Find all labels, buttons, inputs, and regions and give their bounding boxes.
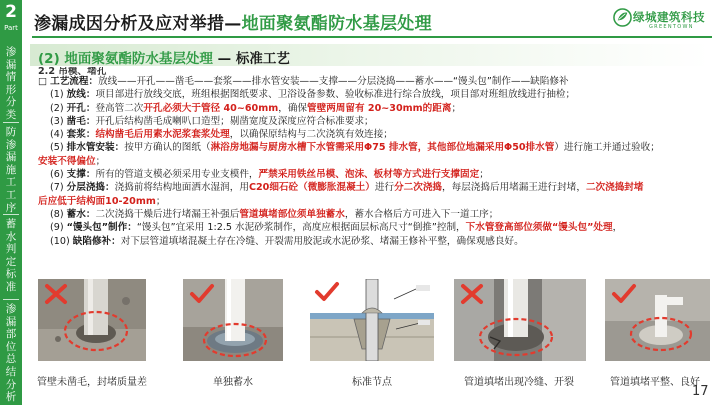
photo-caption: 单独蓄水 — [213, 377, 253, 388]
step-text: ，蓄水合格后方可进入下一道工序； — [344, 208, 499, 220]
title-accent: 地面聚氨酯防水基层处理 — [241, 14, 432, 34]
process-flow-line — [38, 75, 708, 88]
rail-section-procedures: 防渗漏施工工序 — [5, 126, 17, 214]
process-content — [38, 67, 708, 248]
logo-text-cn: 绿城建筑科技 — [633, 10, 705, 24]
photo-standard-node-diagram — [310, 279, 434, 361]
step-highlight: 结构凿毛后用素水泥浆套浆处理 — [95, 129, 230, 141]
step-text: 二次浇捣干燥后进行堵漏王补强后 — [95, 208, 240, 220]
subtitle-dark: — 标准工艺 — [212, 51, 290, 67]
leaf-logo-icon — [613, 8, 632, 27]
part-number: 2 — [5, 2, 17, 22]
title-main: 渗漏成因分析及应对举措— — [34, 14, 242, 34]
step-label: 凿毛： — [66, 115, 96, 127]
step-highlight: 管壁两周留有 20~30mm的距离 — [307, 102, 452, 114]
step-1 — [38, 88, 708, 101]
photo-flat-good-filling — [605, 279, 710, 361]
step-number: (2) — [50, 102, 64, 114]
step-highlight: 二次浇捣封堵 — [585, 182, 644, 194]
rail-divider — [3, 214, 19, 215]
step-text: ； — [155, 195, 166, 207]
step-text: ，每层浇捣后用堵漏王进行封堵， — [442, 182, 586, 194]
step-number: (8) — [50, 208, 64, 220]
step-6 — [38, 168, 708, 181]
step-number: (4) — [50, 129, 64, 141]
photo-caption: 管道填堵平整、良好 — [610, 377, 700, 388]
page-title — [34, 9, 432, 34]
cross-mark-icon — [44, 283, 68, 305]
step-7-continued — [38, 195, 708, 208]
step-highlight: 淋浴房地漏与厨房水槽下水管需采用Φ75 排水管，其他部位地漏采用Φ50排水管 — [210, 142, 555, 154]
step-text: 对下层管道填堵混凝土存在冷缝、开裂需用胶泥或水泥砂浆、堵漏王修补平整，确保观感良好。 — [120, 235, 524, 247]
checkbox-bullet-icon: □ — [38, 76, 51, 87]
step-label: “馒头包”制作： — [66, 222, 137, 234]
step-label: 排水管安装： — [66, 142, 125, 154]
step-number: (5) — [50, 142, 64, 154]
photo-caption: 管道填堵出现冷缝、开裂 — [464, 377, 574, 388]
step-3 — [38, 115, 708, 128]
subtitle-bar — [30, 44, 710, 66]
rail-section-summary: 渗漏部位总结分析 — [5, 303, 17, 404]
step-text: “馒头包”宜采用 1:2.5 水泥砂浆制作，高度应根据面层标高尺寸“倒推”控制， — [136, 222, 466, 234]
photo-caption: 标准节点 — [352, 377, 392, 388]
step-number: (1) — [50, 89, 64, 101]
check-mark-icon — [314, 281, 340, 303]
step-text: 进行 — [374, 182, 395, 194]
step-text: 登高管二次 — [95, 102, 144, 114]
step-text: 浇捣前将结构地面洒水湿润，用 — [114, 182, 249, 194]
step-number: (7) — [50, 182, 64, 194]
step-label: 缺陷修补： — [72, 235, 121, 247]
step-text: 项目部进行放线交底，班组根据图纸要求、卫浴设备参数、验收标准进行综合放线，项目部对班组放线进行抽检； — [95, 89, 576, 101]
logo-text-en: GREENTOWN — [649, 24, 694, 30]
photo-cracked-filling — [454, 279, 586, 361]
step-text: ； — [95, 155, 106, 167]
step-text: 按甲方确认的图纸（ — [124, 142, 211, 154]
rail-section-leak-types: 渗漏情形分类 — [5, 46, 17, 121]
step-text: 开孔后结构凿毛成喇叭口造型；剔凿宽度及深度应符合标准要求； — [95, 115, 374, 127]
step-highlight: 管道填堵部位须单独蓄水 — [239, 208, 345, 220]
step-text: ）进行施工并通过验收； — [554, 142, 660, 154]
flow-label: 工艺流程： — [50, 76, 99, 87]
step-10 — [38, 235, 708, 248]
rail-section-water-test: 蓄水判定标准 — [5, 218, 17, 293]
rail-divider — [3, 122, 19, 123]
photo-strip — [38, 279, 710, 361]
step-text: ； — [451, 102, 462, 114]
step-label: 分层浇捣： — [66, 182, 115, 194]
check-mark-icon — [189, 283, 215, 305]
photo-unroughened-pipe — [38, 279, 146, 361]
company-logo — [613, 7, 713, 33]
page-number: 17 — [692, 384, 709, 399]
step-text: ， — [612, 222, 623, 234]
cut-off-heading: 2.2 吊模、堵孔 — [38, 67, 107, 75]
step-label: 支撑： — [66, 169, 96, 181]
photo-caption: 管壁未凿毛，封堵质量差 — [37, 377, 147, 388]
step-label: 套浆： — [66, 129, 96, 141]
step-text: ； — [479, 169, 489, 181]
step-label: 放线： — [66, 89, 96, 101]
step-text: 所有的管道支模必须采用专业支模件， — [95, 169, 259, 181]
step-9 — [38, 221, 708, 234]
step-label: 蓄水： — [66, 208, 96, 220]
part-label: Part — [4, 24, 18, 32]
step-highlight: 分二次浇捣 — [394, 182, 443, 194]
step-highlight: 开孔必须大于管径 40~60mm — [143, 102, 279, 114]
part-badge — [0, 0, 22, 38]
step-2 — [38, 102, 708, 115]
step-number: (3) — [50, 115, 64, 127]
section-subtitle — [38, 47, 290, 67]
step-highlight: 后应低于结构面10-20mm — [38, 195, 156, 207]
step-4 — [38, 128, 708, 141]
step-text: ，以确保原结构与二次浇筑有效连接； — [229, 129, 393, 141]
check-mark-icon — [611, 283, 637, 305]
photo-separate-water-test — [183, 279, 283, 361]
step-8 — [38, 208, 708, 221]
rail-divider — [3, 299, 19, 300]
step-highlight: 严禁采用铁丝吊模、泡沫、板材等方式进行支撑固定 — [258, 169, 480, 181]
step-number: (10) — [50, 235, 70, 247]
subtitle-green: (2) 地面聚氨酯防水基层处理 — [38, 51, 213, 67]
step-number: (6) — [50, 169, 64, 181]
step-5-continued — [38, 155, 708, 168]
step-highlight: 下水管登高部位须做“馒头包”处理 — [465, 222, 613, 234]
cross-mark-icon — [460, 283, 484, 305]
step-highlight: C20细石砼（微膨胀混凝土） — [248, 182, 375, 194]
step-highlight: 安装不得偏位 — [38, 155, 96, 167]
step-7 — [38, 181, 708, 194]
flow-text: 放线——开孔——凿毛——套浆——排水管安装——支撑——分层浇捣——蓄水——“馒头包”制作——缺陷修补 — [98, 76, 569, 87]
step-5 — [38, 141, 708, 154]
header-divider — [32, 36, 712, 38]
step-label: 开孔： — [66, 102, 96, 114]
step-text: ，确保 — [278, 102, 308, 114]
step-number: (9) — [50, 222, 64, 234]
